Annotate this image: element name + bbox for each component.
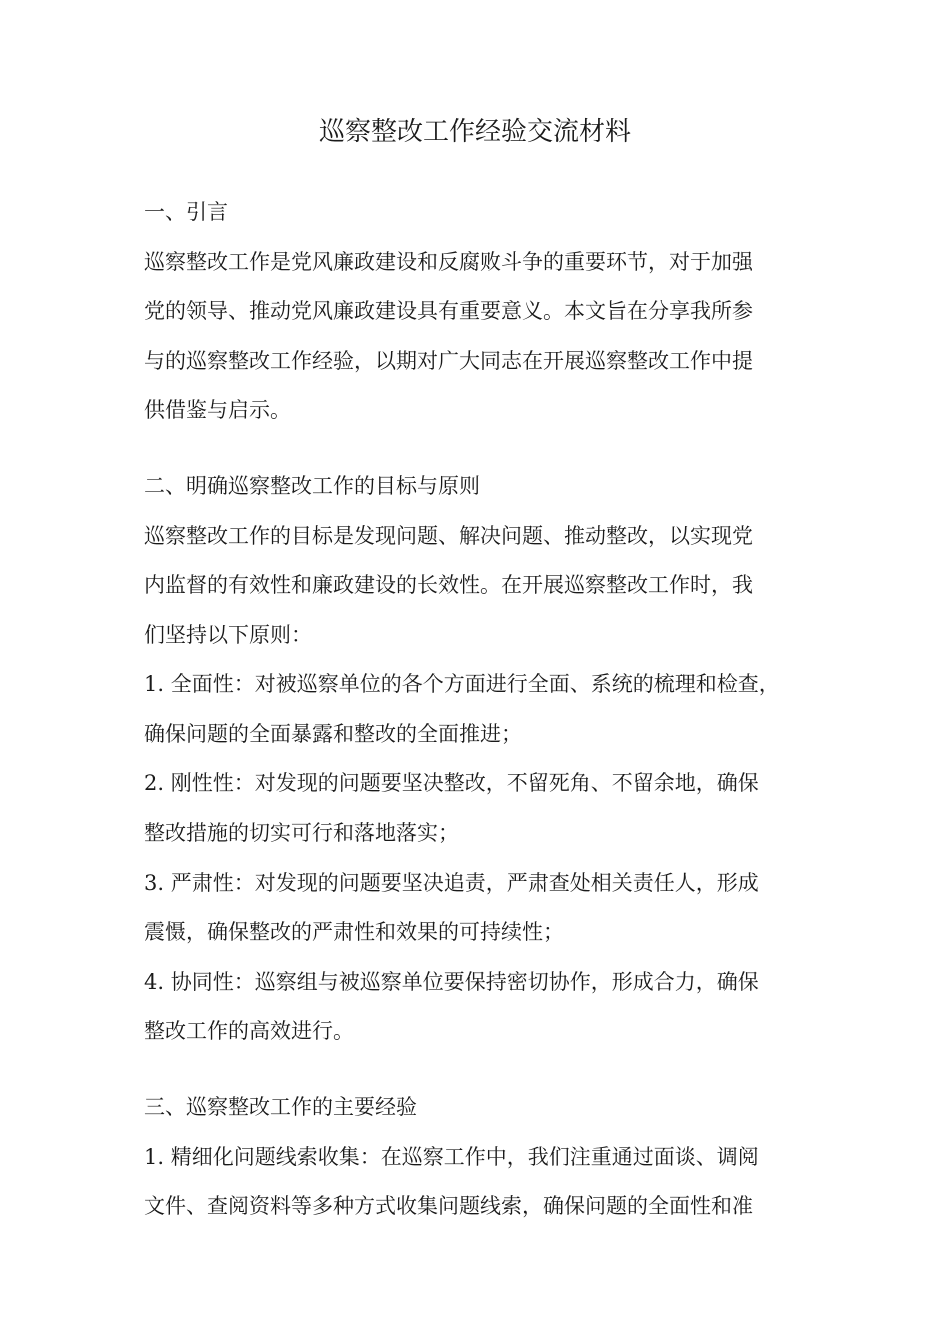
paragraph-line: 党的领导、推动党风廉政建设具有重要意义。本文旨在分享我所参 xyxy=(144,299,753,323)
list-item-line: 震慑，确保整改的严肃性和效果的可持续性； xyxy=(144,920,564,944)
paragraph-line: 们坚持以下原则： xyxy=(144,623,312,647)
list-item-line: 4. 协同性：巡察组与被巡察单位要保持密切协作，形成合力，确保 xyxy=(144,970,759,994)
section-heading: 三、巡察整改工作的主要经验 xyxy=(144,1095,417,1119)
list-item-line: 2. 刚性性：对发现的问题要坚决整改，不留死角、不留余地，确保 xyxy=(144,771,759,795)
list-item-line: 确保问题的全面暴露和整改的全面推进； xyxy=(144,722,522,746)
paragraph-line: 巡察整改工作的目标是发现问题、解决问题、推动整改，以实现党 xyxy=(144,524,753,548)
list-item-line: 整改工作的高效进行。 xyxy=(144,1019,354,1043)
list-item-line: 1. 全面性：对被巡察单位的各个方面进行全面、系统的梳理和检查， xyxy=(144,672,780,696)
section-heading: 二、明确巡察整改工作的目标与原则 xyxy=(144,474,480,498)
paragraph-line: 巡察整改工作是党风廉政建设和反腐败斗争的重要环节，对于加强 xyxy=(144,250,753,274)
document-title: 巡察整改工作经验交流材料 xyxy=(318,117,631,147)
list-item-line: 整改措施的切实可行和落地落实； xyxy=(144,821,459,845)
list-item-line: 1. 精细化问题线索收集：在巡察工作中，我们注重通过面谈、调阅 xyxy=(144,1145,759,1169)
paragraph-line: 与的巡察整改工作经验，以期对广大同志在开展巡察整改工作中提 xyxy=(144,349,753,373)
list-item-line: 文件、查阅资料等多种方式收集问题线索，确保问题的全面性和准 xyxy=(144,1194,753,1218)
list-item-line: 3. 严肃性：对发现的问题要坚决追责，严肃查处相关责任人，形成 xyxy=(144,871,759,895)
paragraph-line: 供借鉴与启示。 xyxy=(144,398,291,422)
section-heading: 一、引言 xyxy=(144,200,228,224)
paragraph-line: 内监督的有效性和廉政建设的长效性。在开展巡察整改工作时，我 xyxy=(144,573,753,597)
